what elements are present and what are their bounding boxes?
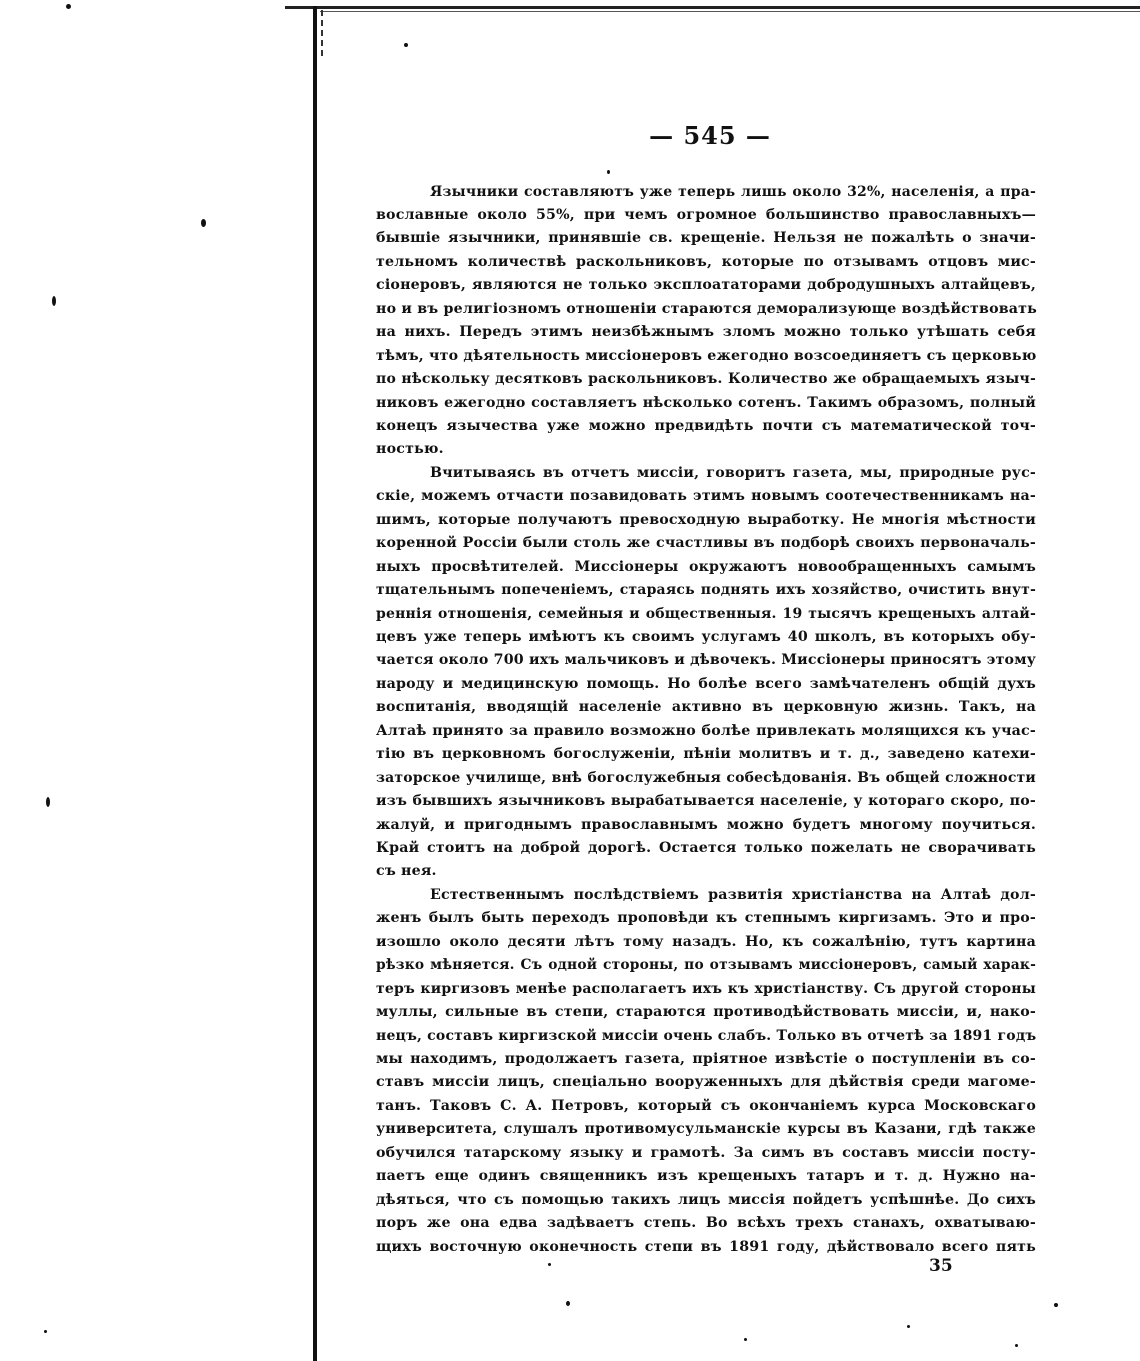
text-line: сіонеровъ, являются не только эксплоататорами добродушныхъ алтайцевъ, bbox=[376, 277, 1036, 293]
text-line: теръ киргизовъ менѣе располагаетъ ихъ къ христіанству. Съ другой стороны bbox=[376, 981, 1036, 997]
text-line: воспитанія, вводящій населеніе активно въ церковную жизнь. Такъ, на bbox=[376, 699, 1036, 715]
text-line: Алтаѣ принято за правило возможно болѣе привлекать молящихся къ учас- bbox=[376, 723, 1036, 739]
scan-speck bbox=[201, 219, 206, 227]
scan-speck bbox=[548, 1263, 551, 1266]
text-line: народу и медицинскую помощь. Но болѣе всего замѣчателенъ общій духъ bbox=[376, 676, 1036, 692]
text-line: на нихъ. Передъ этимъ неизбѣжнымъ зломъ можно только утѣшать себя bbox=[376, 324, 1036, 340]
scan-speck bbox=[566, 1301, 570, 1306]
text-line: щихъ восточную оконечность степи въ 1891 году, дѣйствовало всего пять bbox=[376, 1239, 1036, 1255]
text-line: женъ былъ быть переходъ проповѣди къ степнымъ киргизамъ. Это и про- bbox=[376, 910, 1036, 926]
text-line: по нѣскольку десятковъ раскольниковъ. Количество же обращаемыхъ языч- bbox=[376, 371, 1036, 387]
text-line: тѣмъ, что дѣятельность миссіонеровъ ежегодно возсоединяетъ съ церковью bbox=[376, 348, 1037, 364]
text-line: заторское училище, внѣ богослужебныя собесѣдованія. Въ общей сложности bbox=[376, 770, 1036, 786]
top-border-rule bbox=[285, 6, 1140, 9]
text-line: вославные около 55%, при чемъ огромное большинство православныхъ— bbox=[376, 207, 1036, 223]
scan-speck bbox=[1015, 1344, 1018, 1347]
text-line: чается около 700 ихъ мальчиковъ и дѣвочекъ. Миссіонеры приносятъ этому bbox=[376, 652, 1037, 668]
text-line: обучился татарскому языку и грамотѣ. За симъ въ составъ миссіи посту- bbox=[376, 1145, 1036, 1161]
text-line: танъ. Таковъ С. А. Петровъ, который съ окончаніемъ курса Московскаго bbox=[376, 1098, 1036, 1114]
text-line: Естественнымъ послѣдствіемъ развитія христіанства на Алтаѣ дол- bbox=[430, 887, 1036, 903]
text-line: муллы, сильные въ степи, стараются противодѣйствовать миссіи, и, нако- bbox=[376, 1004, 1036, 1020]
text-line: университета, слушалъ противомусульманскіе курсы въ Казани, гдѣ также bbox=[376, 1121, 1036, 1137]
page-spine-edge bbox=[313, 6, 317, 1361]
text-line: дѣяться, что съ помощью такихъ лицъ миссія пойдетъ успѣшнѣе. До сихъ bbox=[376, 1192, 1036, 1208]
text-line: тщательнымъ попеченіемъ, стараясь поднять ихъ хозяйство, очистить внут- bbox=[376, 582, 1036, 598]
text-line: Вчитываясь въ отчетъ миссіи, говоритъ газета, мы, природные рус- bbox=[430, 465, 1036, 481]
text-line: никовъ ежегодно составляетъ нѣсколько сотенъ. Такимъ образомъ, полный bbox=[376, 395, 1036, 411]
text-line: изъ бывшихъ язычниковъ вырабатывается населеніе, у котораго скоро, по- bbox=[376, 793, 1036, 809]
text-line: ставъ миссіи лицъ, спеціально вооруженныхъ для дѣйствія среди магоме- bbox=[376, 1074, 1036, 1090]
spine-dashed-edge bbox=[321, 10, 323, 56]
scan-speck bbox=[404, 43, 408, 47]
top-border-rule-thin bbox=[320, 11, 1140, 12]
scan-speck bbox=[46, 797, 50, 807]
text-line: Край стоитъ на доброй дорогѣ. Остается только пожелать не сворачивать bbox=[376, 840, 1036, 856]
scan-speck bbox=[1054, 1303, 1058, 1307]
text-line: конецъ язычества уже можно предвидѣть почти съ математической точ- bbox=[376, 418, 1036, 434]
text-line: съ нея. bbox=[376, 863, 437, 879]
text-line: ныхъ просвѣтителей. Миссіонеры окружаютъ новообращенныхъ самымъ bbox=[376, 559, 1036, 575]
scan-speck bbox=[744, 1338, 747, 1341]
text-line: изошло около десяти лѣтъ тому назадъ. Но, къ сожалѣнію, тутъ картина bbox=[376, 934, 1036, 950]
text-line: Язычники составляютъ уже теперь лишь около 32%, населенія, а пра- bbox=[430, 184, 1036, 200]
text-line: шимъ, которые получаютъ превосходную выработку. Не многія мѣстности bbox=[376, 512, 1036, 528]
signature-mark: 35 bbox=[929, 1256, 953, 1276]
text-line: жалуй, и пригоднымъ православнымъ можно будетъ многому поучиться. bbox=[376, 817, 1036, 833]
text-line: коренной Россіи были столь же счастливы въ подборѣ своихъ первоначаль- bbox=[376, 535, 1036, 551]
text-line: реннія отношенія, семейныя и общественныя. 19 тысячъ крещеныхъ алтай- bbox=[376, 606, 1036, 622]
text-line: тію въ церковномъ богослуженіи, пѣніи молитвъ и т. д., заведено катехи- bbox=[376, 746, 1036, 762]
text-line: тельномъ количествѣ раскольниковъ, которые по отзывамъ отцовъ мис- bbox=[376, 254, 1036, 270]
text-line: цевъ уже теперь имѣютъ къ своимъ услугамъ 40 школъ, въ которыхъ обу- bbox=[376, 629, 1036, 645]
text-line: скіе, можемъ отчасти позавидовать этимъ новымъ соотечественникамъ на- bbox=[376, 488, 1036, 504]
scan-speck bbox=[607, 170, 610, 174]
text-line: поръ же она едва задѣваетъ степь. Во всѣхъ трехъ станахъ, охватываю- bbox=[376, 1215, 1036, 1231]
text-line: паетъ еще одинъ священникъ изъ крещеныхъ татаръ и т. д. Нужно на- bbox=[376, 1168, 1036, 1184]
scan-speck bbox=[52, 296, 56, 306]
scan-speck bbox=[44, 1330, 47, 1333]
text-line: бывшіе язычники, принявшіе св. крещеніе. Нельзя не пожалѣть о значи- bbox=[376, 230, 1036, 246]
scan-speck bbox=[907, 1325, 910, 1328]
text-line: ностью. bbox=[376, 441, 444, 457]
text-line: нецъ, составъ киргизской миссіи очень слабъ. Только въ отчетѣ за 1891 годъ bbox=[376, 1028, 1037, 1044]
scan-speck bbox=[66, 4, 71, 9]
page-number: — 545 — bbox=[649, 121, 771, 150]
text-line: мы находимъ, продолжаетъ газета, пріятное извѣстіе о поступленіи въ со- bbox=[376, 1051, 1036, 1067]
text-line: но и въ религіозномъ отношеніи стараются деморализующе воздѣйствовать bbox=[376, 301, 1038, 317]
text-line: рѣзко мѣняется. Съ одной стороны, по отзывамъ миссіонеровъ, самый харак- bbox=[376, 957, 1036, 973]
